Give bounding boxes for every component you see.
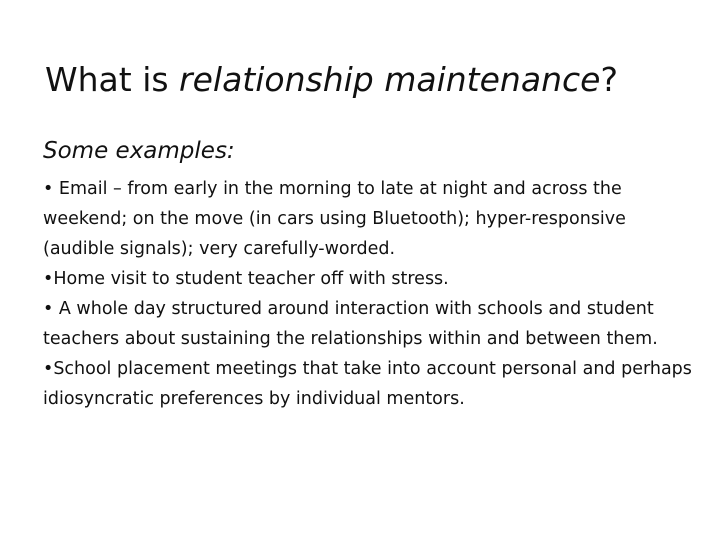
- slide-subtitle: Some examples:: [43, 138, 235, 164]
- bullet-home-visit: •Home visit to student teacher off with stress.: [43, 269, 449, 289]
- bullet-whole-day: • A whole day structured around interaction with schools and student teachers about sustaining the relationships within and between them.: [43, 299, 658, 349]
- bullet-list: [43, 174, 693, 414]
- title-prefix: What is: [45, 60, 180, 99]
- slide-title: [45, 56, 695, 104]
- bullet-email: • Email – from early in the morning to late at night and across the weekend; on the move (in cars using Bluetooth); hyper-responsive (audible signals); very carefully-worded.: [43, 179, 626, 259]
- bullet-placement-meetings: •School placement meetings that take into account personal and perhaps idiosyncratic preferences by individual mentors.: [43, 359, 692, 409]
- title-suffix: ?: [600, 60, 618, 99]
- title-emphasis: relationship maintenance: [179, 60, 601, 99]
